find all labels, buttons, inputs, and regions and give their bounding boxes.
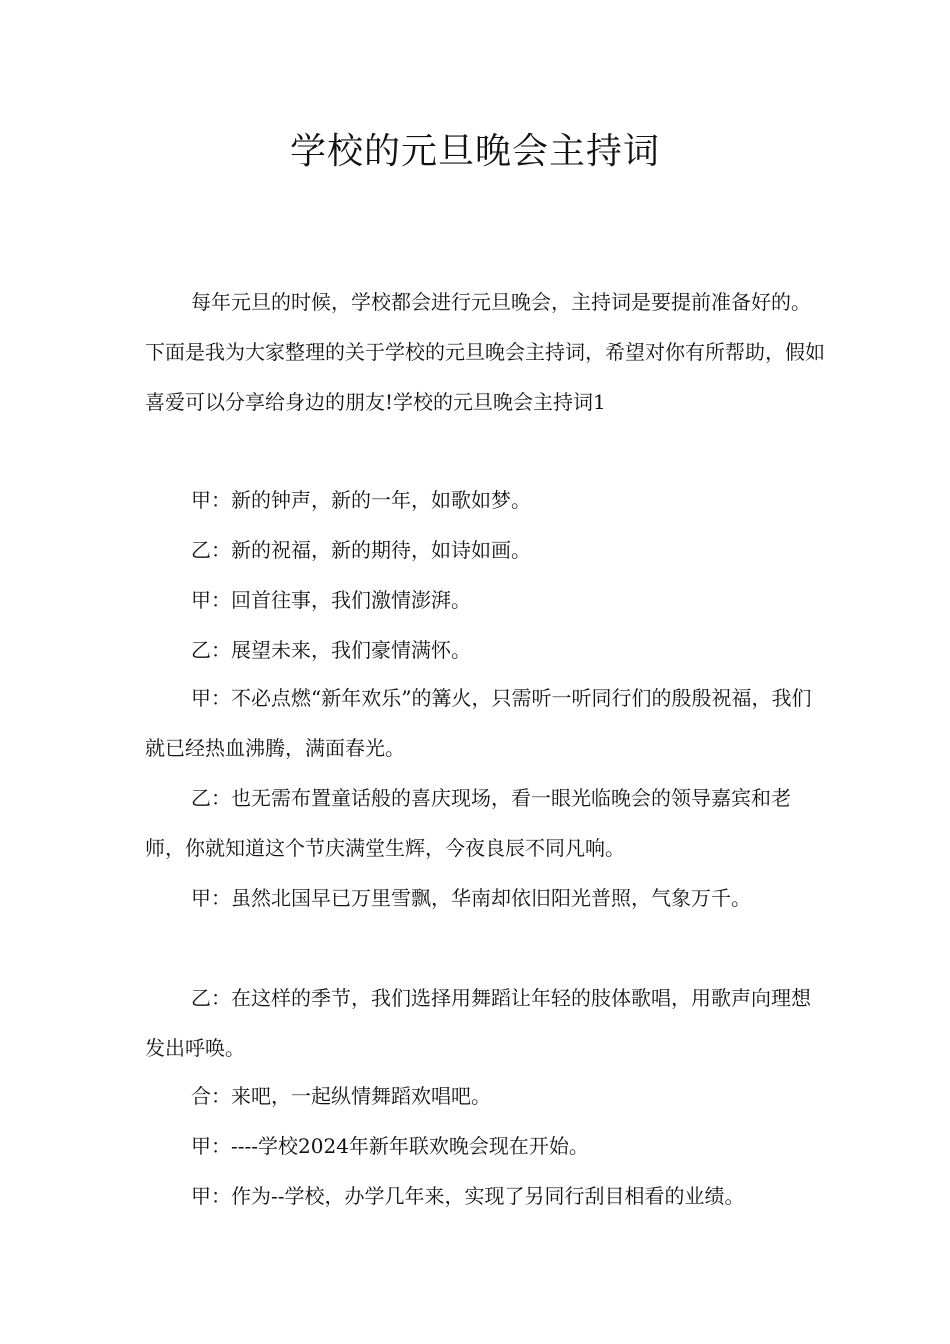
- document-title: 学校的元旦晚会主持词: [289, 131, 660, 172]
- paragraph: 甲：不必点燃“新年欢乐”的篝火，只需听一听同行们的殷殷祝福，我们就已经热血沸腾，满面春光。: [145, 686, 812, 760]
- paragraph: 甲：----学校2024年新年联欢晚会现在开始。: [191, 1134, 589, 1158]
- paragraph: 甲：作为--学校，办学几年来，实现了另同行刮目相看的业绩。: [191, 1184, 745, 1208]
- paragraph: 甲：回首往事，我们激情澎湃。: [191, 588, 471, 612]
- paragraph: 合：来吧，一起纵情舞蹈欢唱吧。: [191, 1084, 491, 1108]
- paragraph: 乙：在这样的季节，我们选择用舞蹈让年轻的肢体歌唱，用歌声向理想发出呼唤。: [145, 986, 811, 1060]
- paragraph: 乙：新的祝福，新的期待，如诗如画。: [191, 538, 531, 562]
- paragraph: 乙：展望未来，我们豪情满怀。: [191, 638, 471, 662]
- paragraph: 甲：新的钟声，新的一年，如歌如梦。: [191, 488, 531, 512]
- paragraph: 甲：虽然北国早已万里雪飘，华南却依旧阳光普照，气象万千。: [191, 886, 751, 910]
- paragraph: 乙：也无需布置童话般的喜庆现场，看一眼光临晚会的领导嘉宾和老师，你就知道这个节庆满堂生辉，今夜良辰不同凡响。: [145, 786, 791, 860]
- paragraph-intro: 每年元旦的时候，学校都会进行元旦晚会，主持词是要提前准备好的。下面是我为大家整理的关于学校的元旦晚会主持词，希望对你有所帮助，假如喜爱可以分享给身边的朋友!学校的元旦晚会主持词1: [145, 290, 825, 414]
